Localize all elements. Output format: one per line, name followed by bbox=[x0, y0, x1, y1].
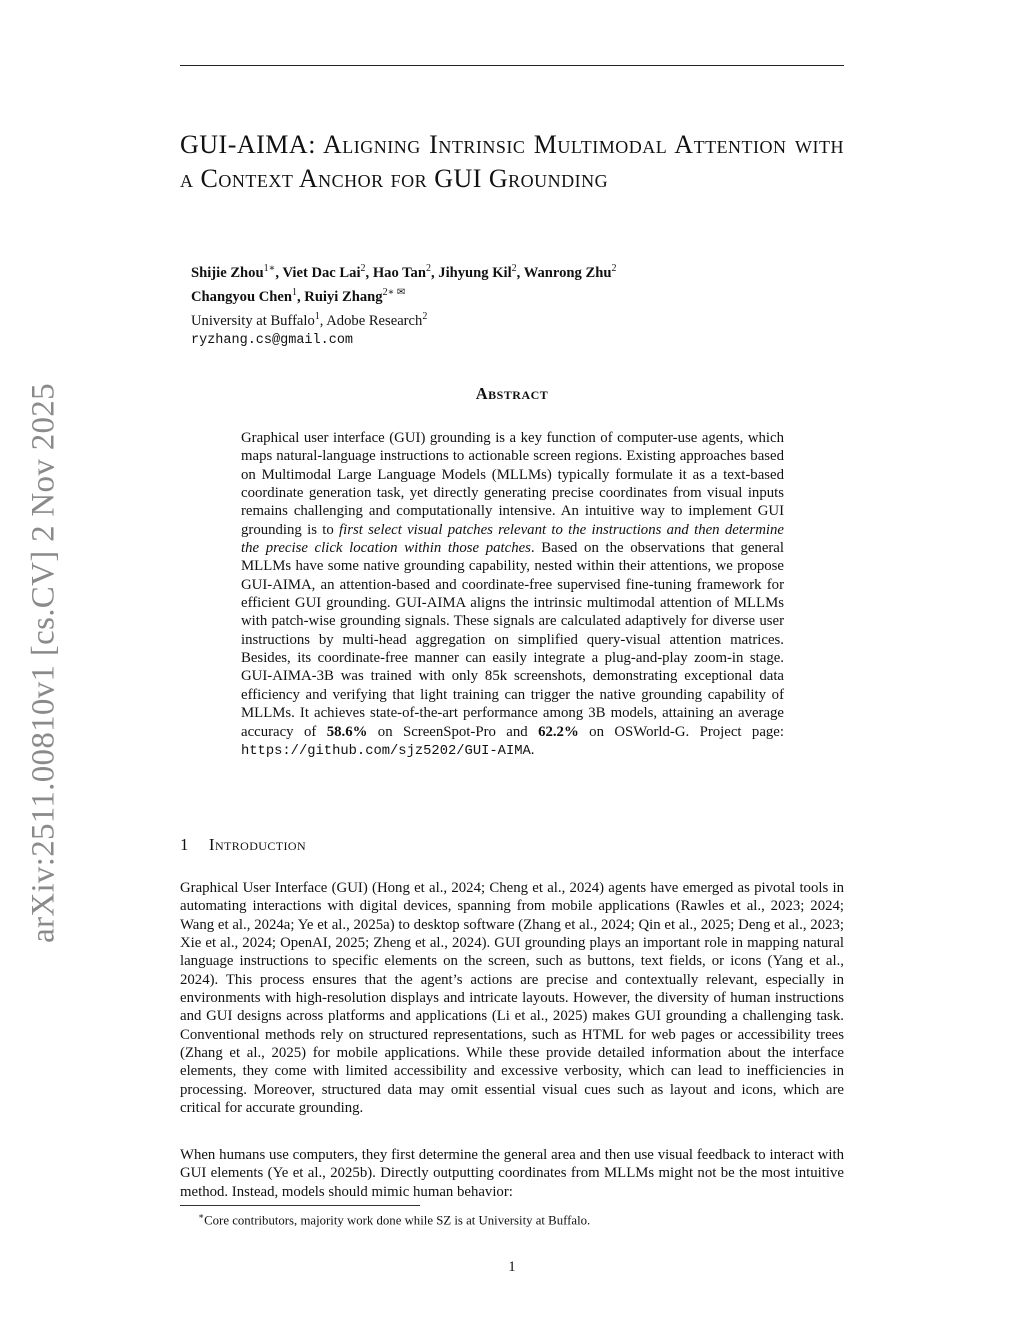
affiliation-name: University at Buffalo bbox=[191, 312, 315, 329]
footnote bbox=[198, 1208, 590, 1228]
abstract-text: . bbox=[530, 741, 535, 758]
paper-title: GUI-AIMA: Aligning Intrinsic Multimodal Attention with a Context Anchor for GUI Grounding bbox=[180, 130, 844, 193]
author-name: Ruiyi Zhang bbox=[304, 288, 383, 305]
author-affiliation-mark: 2 bbox=[425, 263, 431, 274]
title-top-rule bbox=[180, 65, 844, 66]
abstract-text: on ScreenSpot-Pro and bbox=[367, 723, 539, 740]
section-title: Introduction bbox=[208, 835, 307, 854]
abstract-text: Graphical user interface (GUI) grounding is a key function of computer-use agents, which maps natural-language instructions to actionable screen regions. Existing approaches based on Multimodal Large Language Models (MLLMs) typically formulate it as a text-based coordinate generation task, yet directly generating precise coordinates from visual inputs remains challenging and computationally intensive. An intuitive way to implement GUI grounding is to bbox=[241, 430, 784, 538]
author-block bbox=[191, 259, 811, 350]
section-heading-introduction bbox=[180, 835, 306, 855]
author-name: Shijie Zhou bbox=[191, 264, 264, 281]
affiliation-name: Adobe Research bbox=[326, 312, 423, 329]
abstract-text: on OSWorld-G. Project page: bbox=[578, 723, 784, 740]
abstract-heading: Abstract bbox=[475, 384, 549, 403]
author-name: Viet Dac Lai bbox=[282, 264, 361, 281]
section-number: 1 bbox=[180, 835, 189, 854]
abstract-text: . Based on the observations that general MLLMs have some native grounding capability, nested within their attentions, we propose GUI-AIMA, an attention-based and coordinate-free supervised fine-tuning framework for efficient GUI grounding. GUI-AIMA aligns the intrinsic multimodal attention of MLLMs with patch-wise grounding signals. These signals are calculated adaptively for diverse user instructions by multi-head aggregation on simplified query-visual attention matrices. Besides, its coordinate-free manner can easily integrate a plug-and-play zoom-in stage. GUI-AIMA-3B was trained with only 85k screenshots, demonstrating exceptional data efficiency and verifying that light training can trigger the native grounding capability of MLLMs. It achieves state-of-the-art performance among 3B models, attaining an average accuracy of bbox=[241, 540, 784, 740]
introduction-paragraph-1: Graphical User Interface (GUI) (Hong et al., 2024; Cheng et al., 2024) agents have emerged as pivotal tools in automating interactions with digital devices, spanning from mobile applications (Rawles et al., 2023; 2024; Wang et al., 2024a; Ye et al., 2025a) to desktop software (Zhang et al., 2024; Qin et al., 2025; Deng et al., 2023; Xie et al., 2024; OpenAI, 2025; Zheng et al., 2024). GUI grounding plays an important role in mapping natural language instructions to specific elements on the screen, such as buttons, text fields, or icons (Yang et al., 2024). This process ensures that the agent’s actions are precise and contextually relevant, especially in environments with high-resolution displays and intricate layouts. However, the diversity of human instructions and GUI designs across platforms and applications (Li et al., 2025) makes GUI grounding a challenging task. Conventional methods rely on structured representations, such as HTML for web pages or accessibility trees (Zhang et al., 2025) for mobile applications. While these provide detailed information about the interface elements, they come with limited accessibility and excessive verbosity, which can lead to inefficiencies in processing. Moreover, structured data may omit essential visual cues such as layout and icons, which are critical for accurate grounding. bbox=[180, 880, 844, 1117]
affiliations: University at Buffalo$^1$, Adobe Research$^2$ bbox=[191, 310, 428, 329]
osworld-g-accuracy: 62.2% bbox=[538, 723, 579, 740]
author-line-1: Shijie Zhou$^{1∗}$, Viet Dac Lai$^2$, Hao Tan$^2$, Jihyung Kil$^2$, Wanrong Zhu$^2$ bbox=[191, 263, 617, 281]
author-affiliation-mark: 1∗ bbox=[263, 263, 276, 274]
author-line-2: Changyou Chen$^1$, Ruiyi Zhang$^{2∗ ✉}$ bbox=[191, 286, 406, 305]
author-affiliation-mark: 1 bbox=[291, 286, 297, 298]
abstract-italic-text: first select visual patches relevant to the instructions and then determine the precise click location within those patches bbox=[241, 521, 784, 557]
footnote-marker: ∗ bbox=[198, 1211, 205, 1221]
author-affiliation-mark: 2 bbox=[611, 263, 617, 274]
abstract-body bbox=[241, 429, 784, 761]
introduction-paragraph-2: When humans use computers, they first determine the general area and then use visual feedback to interact with GUI elements (Ye et al., 2025b). Directly outputting coordinates from MLLMs might not be the most intuitive method. Instead, models should mimic human behavior: bbox=[180, 1147, 844, 1200]
footnote-text: Core contributors, majority work done while SZ is at University at Buffalo. bbox=[204, 1213, 591, 1228]
arxiv-identifier-text: arXiv:2511.00810v1 [cs.CV] 2 Nov 2025 bbox=[25, 383, 62, 943]
contact-email[interactable]: ryzhang.cs@gmail.com bbox=[191, 332, 354, 348]
author-name: Jihyung Kil bbox=[438, 264, 512, 281]
project-page-link[interactable]: https://github.com/sjz5202/GUI-AIMA bbox=[241, 743, 531, 759]
affiliation-mark: 2 bbox=[422, 310, 428, 322]
page-number: 1 bbox=[508, 1259, 516, 1275]
corresponding-author-mark: 2∗ ✉ bbox=[382, 286, 406, 298]
author-affiliation-mark: 2 bbox=[511, 263, 517, 274]
author-name: Hao Tan bbox=[372, 264, 426, 281]
screenspot-pro-accuracy: 58.6% bbox=[326, 723, 368, 740]
author-name: Wanrong Zhu bbox=[523, 264, 612, 281]
author-name: Changyou Chen bbox=[191, 288, 292, 305]
author-affiliation-mark: 2 bbox=[360, 263, 366, 274]
affiliation-mark: 1 bbox=[314, 310, 320, 322]
footnote-rule bbox=[180, 1205, 420, 1206]
